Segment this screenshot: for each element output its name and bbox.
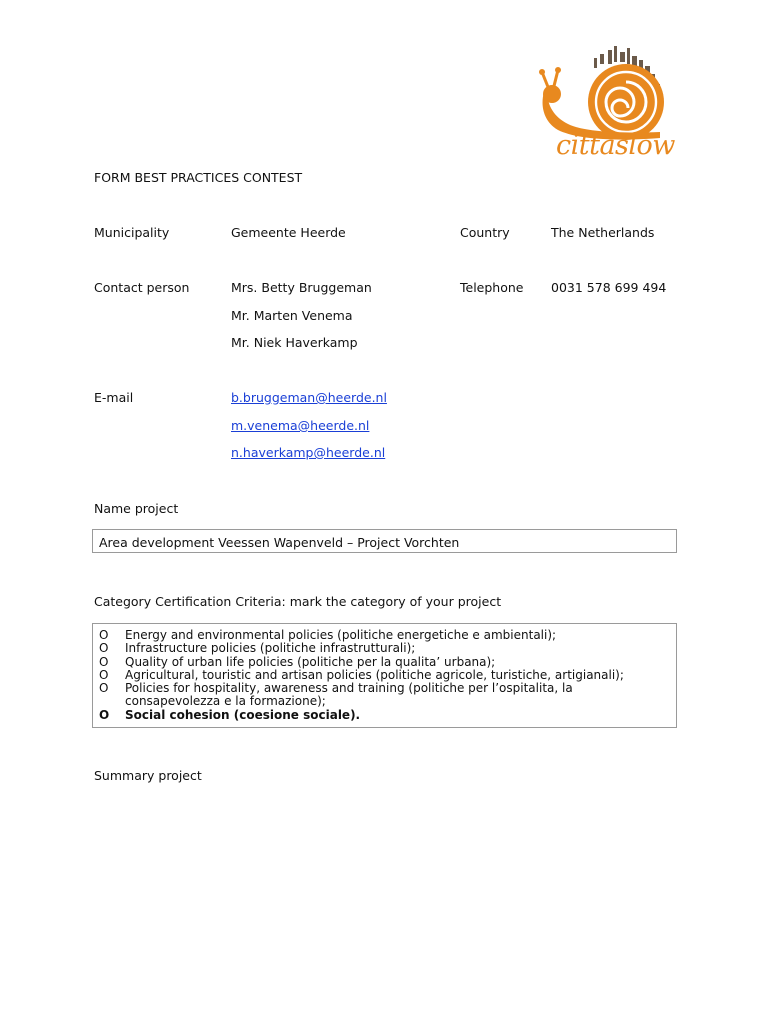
contact-person-2: Mr. Marten Venema bbox=[231, 308, 353, 323]
country-value: The Netherlands bbox=[551, 225, 655, 240]
municipality-value: Gemeente Heerde bbox=[231, 225, 346, 240]
email-link-venema[interactable]: m.venema@heerde.nl bbox=[231, 418, 370, 433]
name-project-label: Name project bbox=[94, 501, 179, 516]
category-item-social-cohesion[interactable] bbox=[99, 709, 670, 722]
form-title: FORM BEST PRACTICES CONTEST bbox=[94, 170, 303, 185]
category-item-label: Quality of urban life policies (politiche per la qualita’ urbana); bbox=[125, 654, 496, 669]
contact-person-3: Mr. Niek Haverkamp bbox=[231, 335, 358, 350]
logo-wordmark: cittaslow bbox=[556, 130, 675, 161]
category-item-energy[interactable] bbox=[99, 629, 670, 642]
radio-mark: O bbox=[99, 667, 109, 682]
radio-mark: O bbox=[99, 707, 110, 722]
category-item-urban-life[interactable] bbox=[99, 656, 670, 669]
category-item-infrastructure[interactable] bbox=[99, 642, 670, 655]
email-link-haverkamp[interactable]: n.haverkamp@heerde.nl bbox=[231, 445, 386, 460]
contact-person-label: Contact person bbox=[94, 280, 190, 295]
category-item-label: Agricultural, touristic and artisan policies (politiche agricole, turistiche, artigianali); bbox=[125, 667, 624, 682]
email-link-bruggeman[interactable]: b.bruggeman@heerde.nl bbox=[231, 390, 387, 405]
category-item-hospitality[interactable] bbox=[99, 682, 670, 709]
radio-mark: O bbox=[99, 681, 109, 696]
name-project-value: Area development Veessen Wapenveld – Project Vorchten bbox=[99, 535, 460, 550]
radio-mark: O bbox=[99, 654, 109, 669]
category-item-label: Infrastructure policies (politiche infrastrutturali); bbox=[125, 641, 416, 656]
category-label: Category Certification Criteria: mark the category of your project bbox=[94, 594, 502, 609]
telephone-value: 0031 578 699 494 bbox=[551, 280, 667, 295]
category-item-agricultural[interactable] bbox=[99, 669, 670, 682]
email-label: E-mail bbox=[94, 390, 134, 405]
category-item-label: Policies for hospitality, awareness and training (politiche per l’ospitalita, la consapevolezza e la formazione); bbox=[125, 681, 573, 709]
category-item-label: Energy and environmental policies (politiche energetiche e ambientali); bbox=[125, 628, 557, 642]
radio-mark: O bbox=[99, 628, 109, 642]
category-box bbox=[92, 623, 677, 728]
contact-person-1: Mrs. Betty Bruggeman bbox=[231, 280, 372, 295]
telephone-label: Telephone bbox=[460, 280, 524, 295]
category-item-label: Social cohesion (coesione sociale). bbox=[125, 707, 361, 722]
radio-mark: O bbox=[99, 641, 109, 656]
municipality-label: Municipality bbox=[94, 225, 170, 240]
summary-project-label: Summary project bbox=[94, 768, 202, 783]
name-project-box bbox=[92, 529, 677, 553]
country-label: Country bbox=[460, 225, 510, 240]
